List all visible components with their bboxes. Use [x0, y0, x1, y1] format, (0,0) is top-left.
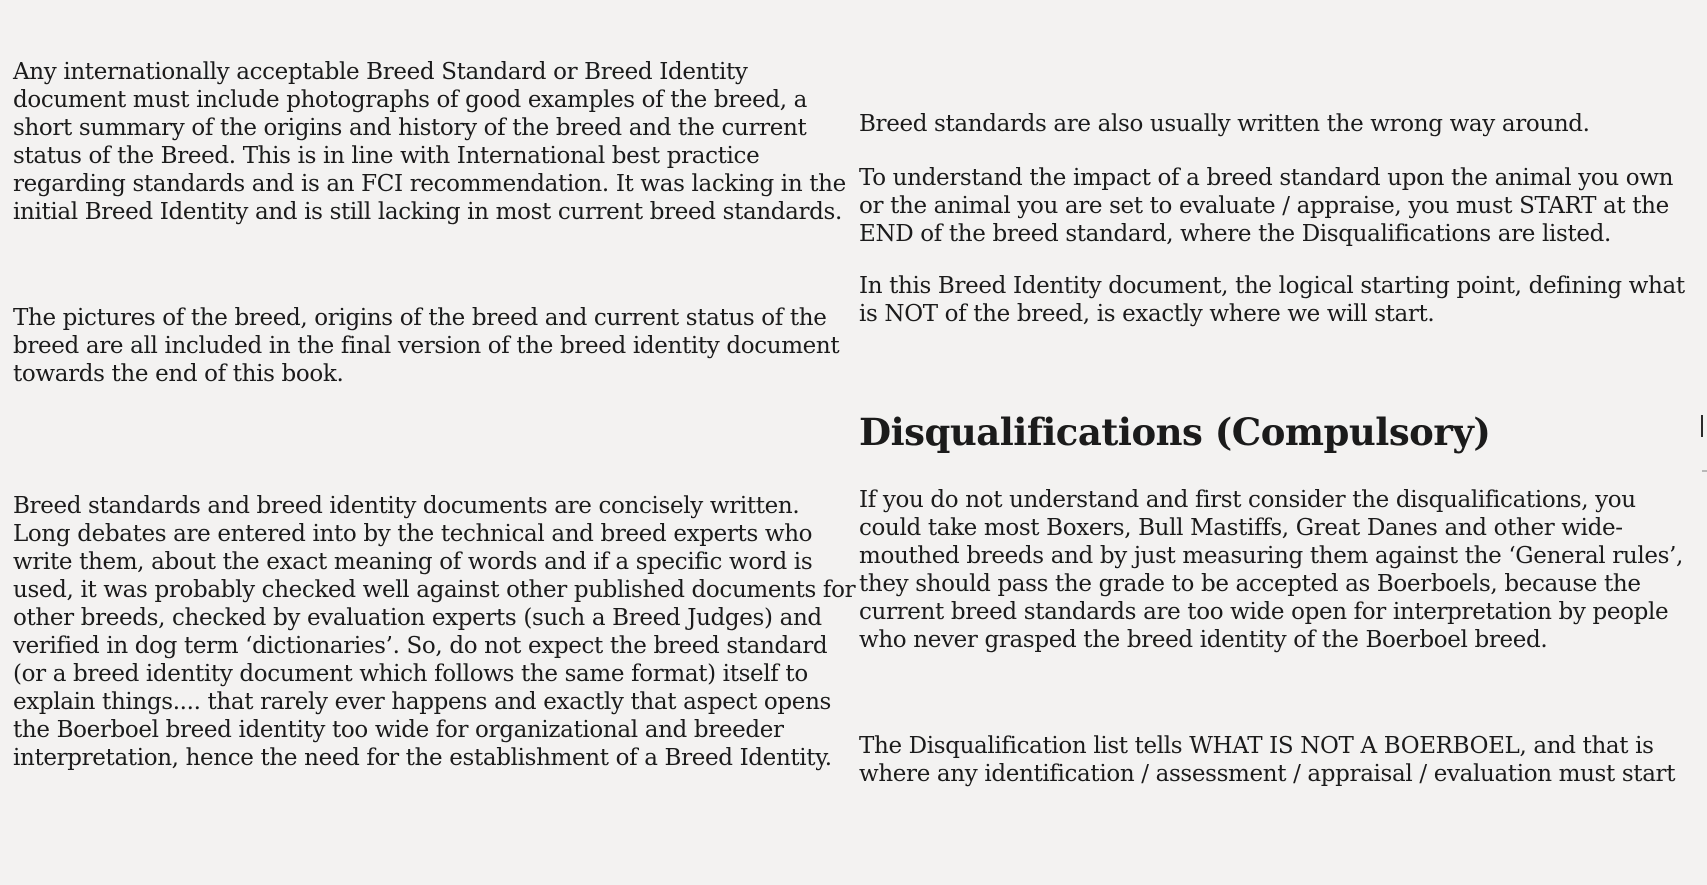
text-line: Breed standards are also usually written the wrong way around.: [859, 111, 1590, 137]
scroll-edge-marker: [1702, 470, 1707, 472]
text-line: who never grasped the breed identity of the Boerboel breed.: [859, 627, 1548, 653]
text-line: regarding standards and is an FCI recommendation. It was lacking in the: [13, 171, 846, 197]
paragraph-what-is-not-a-boerboel: [859, 732, 1675, 788]
text-line: Any internationally acceptable Breed Standard or Breed Identity: [13, 59, 748, 85]
paragraph-photographs-requirement: [13, 58, 846, 226]
text-line: Breed standards and breed identity documents are concisely written.: [13, 493, 800, 519]
section-heading-disqualifications: Disqualifications (Compulsory): [859, 410, 1491, 454]
paragraph-logical-starting-point: [859, 272, 1685, 328]
text-line: or the animal you are set to evaluate / appraise, you must START at the: [859, 193, 1669, 219]
text-line: (or a breed identity document which follows the same format) itself to: [13, 661, 808, 687]
paragraph-wrong-way-around: [859, 110, 1590, 138]
text-line: where any identification / assessment / appraisal / evaluation must start: [859, 761, 1676, 787]
text-cursor: [1701, 415, 1703, 437]
text-line: used, it was probably checked well against other published documents for: [13, 577, 856, 603]
text-line: the Boerboel breed identity too wide for organizational and breeder: [13, 717, 784, 743]
paragraph-pictures-included: [13, 304, 839, 388]
text-line: To understand the impact of a breed standard upon the animal you own: [859, 165, 1674, 191]
paragraph-start-at-end: [859, 164, 1673, 248]
text-line: short summary of the origins and history of the breed and the current: [13, 115, 807, 141]
text-line: interpretation, hence the need for the establishment of a Breed Identity.: [13, 745, 832, 771]
text-line: could take most Boxers, Bull Mastiffs, Great Danes and other wide-: [859, 515, 1623, 541]
text-line: In this Breed Identity document, the logical starting point, defining what: [859, 273, 1685, 299]
text-line: current breed standards are too wide open for interpretation by people: [859, 599, 1669, 625]
text-line: Long debates are entered into by the technical and breed experts who: [13, 521, 813, 547]
text-line: mouthed breeds and by just measuring them against the ‘General rules’,: [859, 543, 1684, 569]
text-line: The pictures of the breed, origins of the breed and current status of the: [13, 305, 827, 331]
paragraph-consider-disqualifications: [859, 486, 1683, 654]
text-line: verified in dog term ‘dictionaries’. So, do not expect the breed standard: [13, 633, 828, 659]
text-line: other breeds, checked by evaluation experts (such a Breed Judges) and: [13, 605, 822, 631]
text-line: status of the Breed. This is in line with International best practice: [13, 143, 760, 169]
text-line: initial Breed Identity and is still lacking in most current breed standards.: [13, 199, 842, 225]
text-line: write them, about the exact meaning of words and if a specific word is: [13, 549, 813, 575]
text-line: END of the breed standard, where the Disqualifications are listed.: [859, 221, 1611, 247]
text-line: The Disqualification list tells WHAT IS NOT A BOERBOEL, and that is: [859, 733, 1654, 759]
text-line: breed are all included in the final version of the breed identity document: [13, 333, 840, 359]
text-line: towards the end of this book.: [13, 361, 344, 387]
text-line: they should pass the grade to be accepted as Boerboels, because the: [859, 571, 1641, 597]
text-line: document must include photographs of good examples of the breed, a: [13, 87, 808, 113]
text-line: If you do not understand and first consider the disqualifications, you: [859, 487, 1636, 513]
text-line: is NOT of the breed, is exactly where we will start.: [859, 301, 1435, 327]
paragraph-concisely-written: [13, 492, 855, 772]
text-line: explain things.... that rarely ever happens and exactly that aspect opens: [13, 689, 831, 715]
